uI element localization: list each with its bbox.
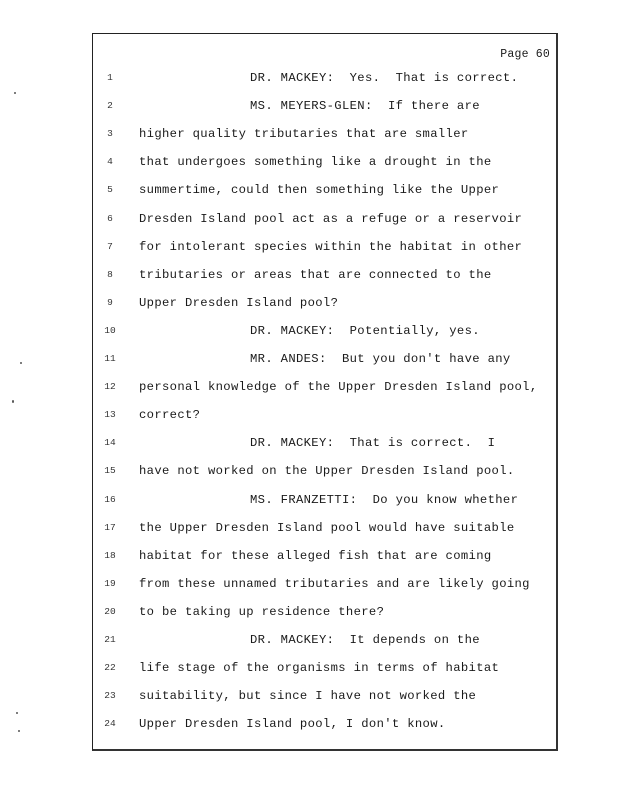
scan-speck — [18, 730, 20, 732]
scan-speck — [14, 92, 16, 94]
line-number: 23 — [104, 690, 116, 702]
line-number: 18 — [104, 549, 116, 561]
line-text: MS. MEYERS-GLEN: If there are — [250, 99, 480, 114]
line-text: MS. FRANZETTI: Do you know whether — [250, 492, 519, 507]
line-number: 20 — [104, 605, 116, 617]
transcript-line — [93, 405, 556, 425]
transcript-line — [93, 96, 556, 116]
line-text: higher quality tributaries that are smaller — [139, 127, 469, 142]
transcript-line — [93, 714, 556, 734]
transcript-line — [93, 602, 556, 622]
line-text: Upper Dresden Island pool? — [139, 295, 339, 310]
transcript-line — [93, 237, 556, 257]
line-number: 24 — [104, 718, 116, 730]
transcript-line — [93, 433, 556, 453]
line-text: personal knowledge of the Upper Dresden Island pool, — [139, 380, 538, 395]
line-number: 5 — [107, 184, 113, 196]
line-number: 4 — [107, 156, 113, 168]
line-text: life stage of the organisms in terms of habitat — [139, 661, 500, 676]
line-number: 2 — [107, 100, 113, 112]
transcript-line — [93, 265, 556, 285]
line-text: Dresden Island pool act as a refuge or a reservoir — [139, 211, 523, 226]
transcript-line — [93, 658, 556, 678]
line-number: 9 — [107, 296, 113, 308]
transcript-page — [92, 33, 558, 751]
line-text: Upper Dresden Island pool, I don't know. — [139, 717, 446, 732]
line-number: 6 — [107, 212, 113, 224]
line-text: habitat for these alleged fish that are coming — [139, 548, 492, 563]
line-text: DR. MACKEY: That is correct. I — [250, 436, 496, 451]
line-text: the Upper Dresden Island pool would have suitable — [139, 520, 515, 535]
transcript-line — [93, 293, 556, 313]
transcript-line — [93, 321, 556, 341]
line-number: 8 — [107, 268, 113, 280]
line-number: 7 — [107, 240, 113, 252]
line-text: summertime, could then something like the Upper — [139, 183, 500, 198]
line-text: that undergoes something like a drought in the — [139, 155, 492, 170]
line-number: 14 — [104, 437, 116, 449]
line-text: tributaries or areas that are connected to the — [139, 267, 492, 282]
line-number: 13 — [104, 409, 116, 421]
transcript-line — [93, 546, 556, 566]
line-number: 3 — [107, 128, 113, 140]
line-number: 21 — [104, 634, 116, 645]
line-text: for intolerant species within the habitat in other — [139, 239, 523, 254]
page-number: Page 60 — [500, 48, 550, 61]
line-text: DR. MACKEY: It depends on the — [250, 633, 480, 647]
transcript-line — [93, 686, 556, 706]
line-text: to be taking up residence there? — [139, 604, 385, 619]
line-number: 17 — [104, 521, 116, 533]
transcript-line — [93, 461, 556, 481]
transcript-line — [93, 349, 556, 369]
transcript-line — [93, 124, 556, 144]
transcript-line — [93, 490, 556, 510]
line-text: correct? — [139, 408, 201, 423]
transcript-line — [93, 180, 556, 200]
transcript-line — [93, 68, 556, 88]
scan-speck — [16, 712, 18, 714]
transcript-line — [93, 152, 556, 172]
line-number: 19 — [104, 577, 116, 589]
line-number: 16 — [104, 493, 116, 505]
line-text: DR. MACKEY: Potentially, yes. — [250, 323, 480, 338]
line-number: 11 — [104, 353, 116, 364]
line-number: 12 — [104, 381, 116, 393]
line-text: MR. ANDES: But you don't have any — [250, 352, 511, 366]
transcript-line — [93, 574, 556, 594]
scan-speck — [12, 400, 14, 403]
line-text: have not worked on the Upper Dresden Island pool. — [139, 464, 515, 479]
line-text: from these unnamed tributaries and are likely going — [139, 576, 530, 591]
transcript-line — [93, 209, 556, 229]
transcript-line — [93, 377, 556, 397]
scan-speck — [20, 362, 22, 364]
line-number: 15 — [104, 465, 116, 477]
transcript-line — [93, 630, 556, 650]
line-text: suitability, but since I have not worked the — [139, 689, 477, 704]
line-number: 1 — [107, 72, 113, 83]
line-number: 10 — [104, 324, 116, 336]
line-text: DR. MACKEY: Yes. That is correct. — [250, 71, 519, 85]
line-number: 22 — [104, 662, 116, 674]
transcript-line — [93, 518, 556, 538]
